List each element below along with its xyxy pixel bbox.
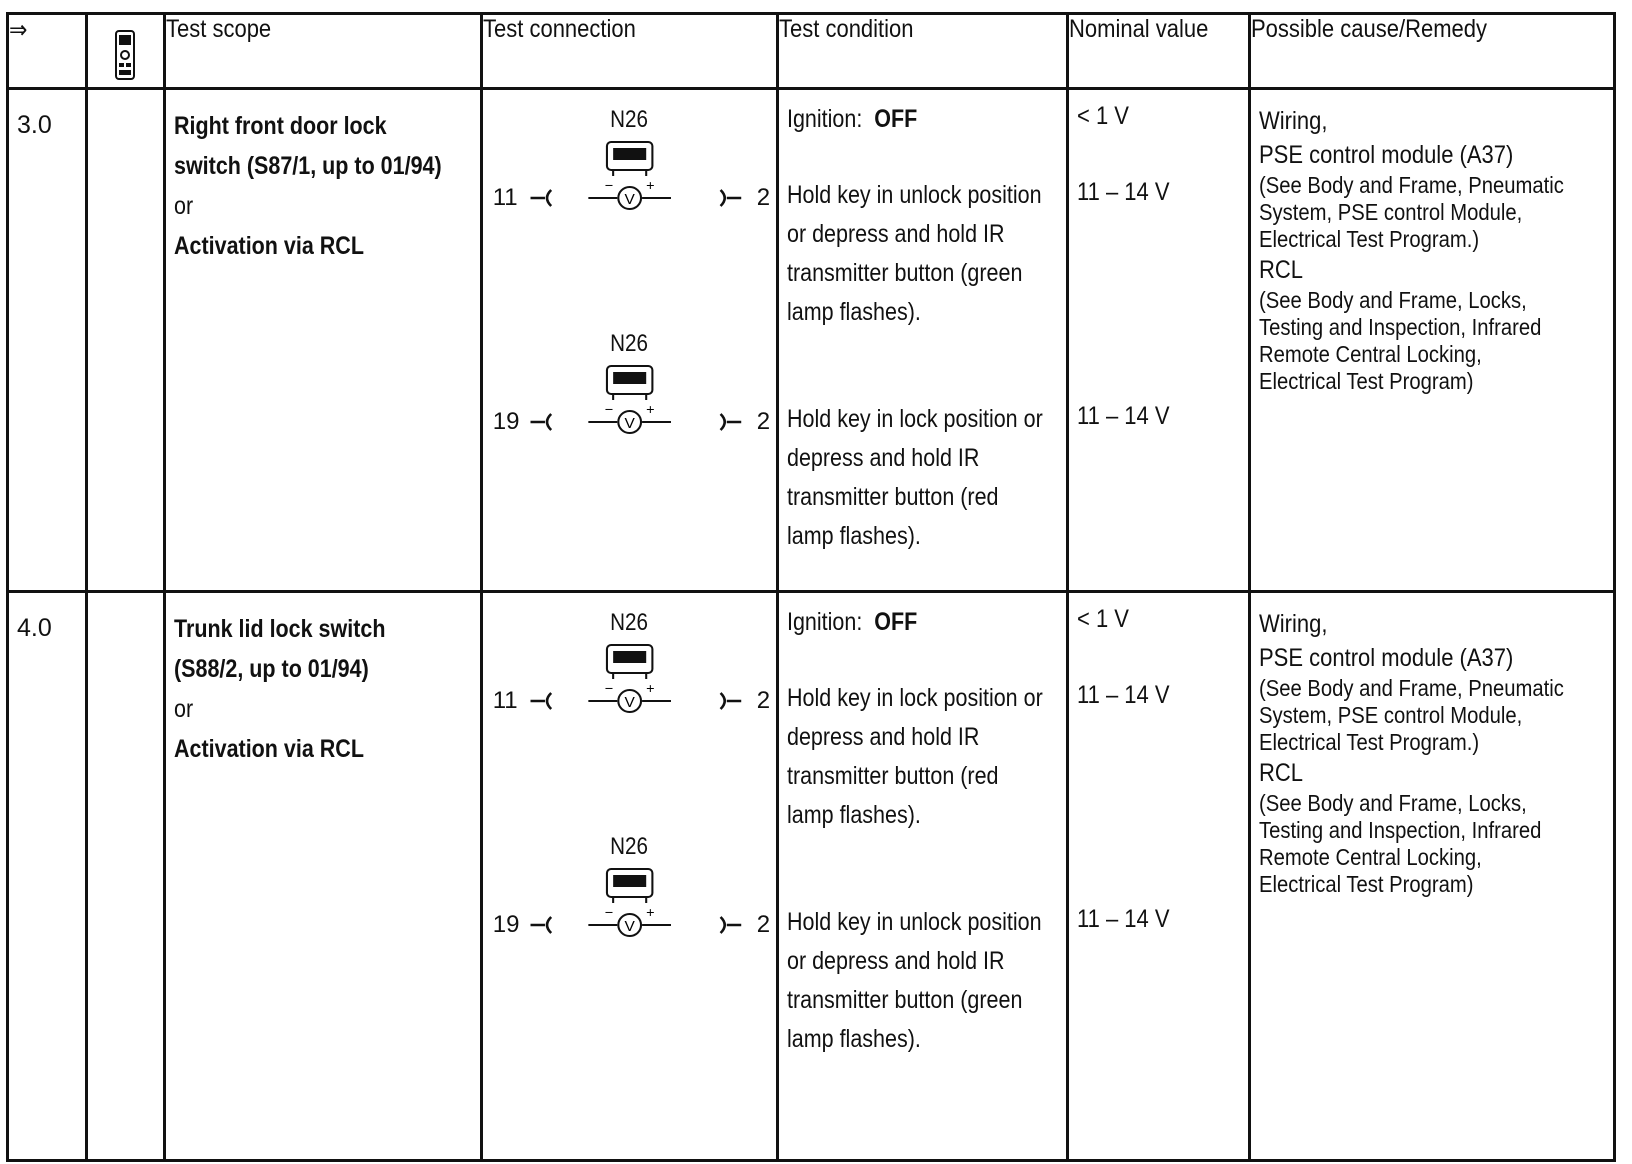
test-condition-cell	[778, 89, 1068, 592]
connector-label: N26	[610, 106, 649, 133]
pin-left: 19	[492, 408, 520, 435]
possible-cause-cell: Wiring, PSE control module (A37) (See Body and Frame, Pneumatic System, PSE control Module, Electrical Test Program.) RCL (See Body and Frame, Locks, Testing and Inspection, Infrared Remote Central Locking, Electrical Test Program)	[1249, 89, 1614, 592]
header-test-connection: Test connection	[481, 14, 777, 89]
header-nominal-value: Nominal value	[1068, 14, 1250, 89]
header-row	[8, 14, 1615, 89]
condition-text: Hold key in lock position or depress and hold IR transmitter button (red lamp flashes).	[787, 405, 1043, 550]
connector-icon	[607, 869, 652, 903]
tool-cell	[87, 89, 164, 592]
connector-label: N26	[610, 609, 649, 636]
pin-right: 2	[756, 184, 771, 211]
test-condition-cell	[778, 592, 1068, 1161]
connection-diagram	[483, 609, 776, 729]
pin-left: 11	[492, 184, 518, 211]
pin-left: 11	[492, 687, 518, 714]
svg-text:+: +	[645, 178, 655, 194]
header-tool	[87, 14, 164, 89]
nominal-value-cell	[1068, 592, 1250, 1161]
pin-left: 19	[492, 911, 520, 938]
nominal-value: 11 – 14 V	[1077, 905, 1170, 933]
nominal-value-cell	[1068, 89, 1250, 592]
nominal-value: < 1 V	[1077, 605, 1130, 633]
multimeter-icon	[114, 29, 136, 81]
svg-text:V: V	[624, 694, 635, 711]
pin-right: 2	[756, 687, 771, 714]
test-table	[6, 12, 1616, 1162]
test-connection-cell	[481, 89, 777, 592]
pin-right: 2	[756, 408, 771, 435]
voltmeter-icon	[588, 905, 671, 936]
svg-text:−: −	[604, 681, 613, 697]
svg-text:V: V	[624, 918, 635, 935]
condition-text: Hold key in lock position or depress and hold IR transmitter button (red lamp flashes).	[787, 684, 1043, 829]
pin-right: 2	[756, 911, 771, 938]
svg-text:−: −	[604, 905, 613, 921]
connection-diagram	[483, 833, 776, 953]
ignition-label: Ignition:	[787, 608, 863, 636]
header-test-condition: Test condition	[778, 14, 1068, 89]
svg-text:+: +	[645, 905, 655, 921]
connector-icon	[607, 366, 652, 400]
test-scope-cell: Right front door lock switch (S87/1, up to 01/94) or Activation via RCL	[164, 89, 481, 592]
nominal-value: 11 – 14 V	[1077, 681, 1170, 709]
ignition-value: OFF	[874, 608, 918, 636]
tool-cell	[87, 592, 164, 1161]
voltmeter-icon	[588, 681, 671, 712]
table-row	[8, 89, 1615, 592]
svg-text:V: V	[624, 415, 635, 432]
svg-text:+: +	[645, 402, 655, 418]
svg-text:−: −	[604, 402, 613, 418]
connection-diagram	[483, 106, 776, 226]
table-row	[8, 592, 1615, 1161]
connector-label: N26	[610, 833, 649, 860]
step-number: 3.0	[8, 89, 87, 592]
ignition-value: OFF	[874, 105, 918, 133]
connector-icon	[607, 142, 652, 176]
ignition-label: Ignition:	[787, 105, 863, 133]
nominal-value: < 1 V	[1077, 102, 1130, 130]
svg-text:V: V	[624, 191, 635, 208]
test-connection-cell	[481, 592, 777, 1161]
svg-text:−: −	[604, 178, 613, 194]
voltmeter-icon	[588, 178, 671, 209]
condition-text: Hold key in unlock position or depress and hold IR transmitter button (green lamp flashes).	[787, 908, 1042, 1053]
nominal-value: 11 – 14 V	[1077, 402, 1170, 430]
connector-icon	[607, 645, 652, 679]
connector-label: N26	[610, 330, 649, 357]
header-arrow: ⇒	[8, 14, 87, 89]
connection-diagram	[483, 330, 776, 450]
step-number: 4.0	[8, 592, 87, 1161]
header-possible-cause: Possible cause/Remedy	[1249, 14, 1614, 89]
header-test-scope: Test scope	[164, 14, 481, 89]
svg-text:+: +	[645, 681, 655, 697]
voltmeter-icon	[588, 402, 671, 433]
condition-text: Hold key in unlock position or depress and hold IR transmitter button (green lamp flashes).	[787, 181, 1042, 326]
possible-cause-cell: Wiring, PSE control module (A37) (See Body and Frame, Pneumatic System, PSE control Module, Electrical Test Program.) RCL (See Body and Frame, Locks, Testing and Inspection, Infrared Remote Central Locking, Electrical Test Program)	[1249, 592, 1614, 1161]
nominal-value: 11 – 14 V	[1077, 178, 1170, 206]
test-scope-cell: Trunk lid lock switch (S88/2, up to 01/94) or Activation via RCL	[164, 592, 481, 1161]
